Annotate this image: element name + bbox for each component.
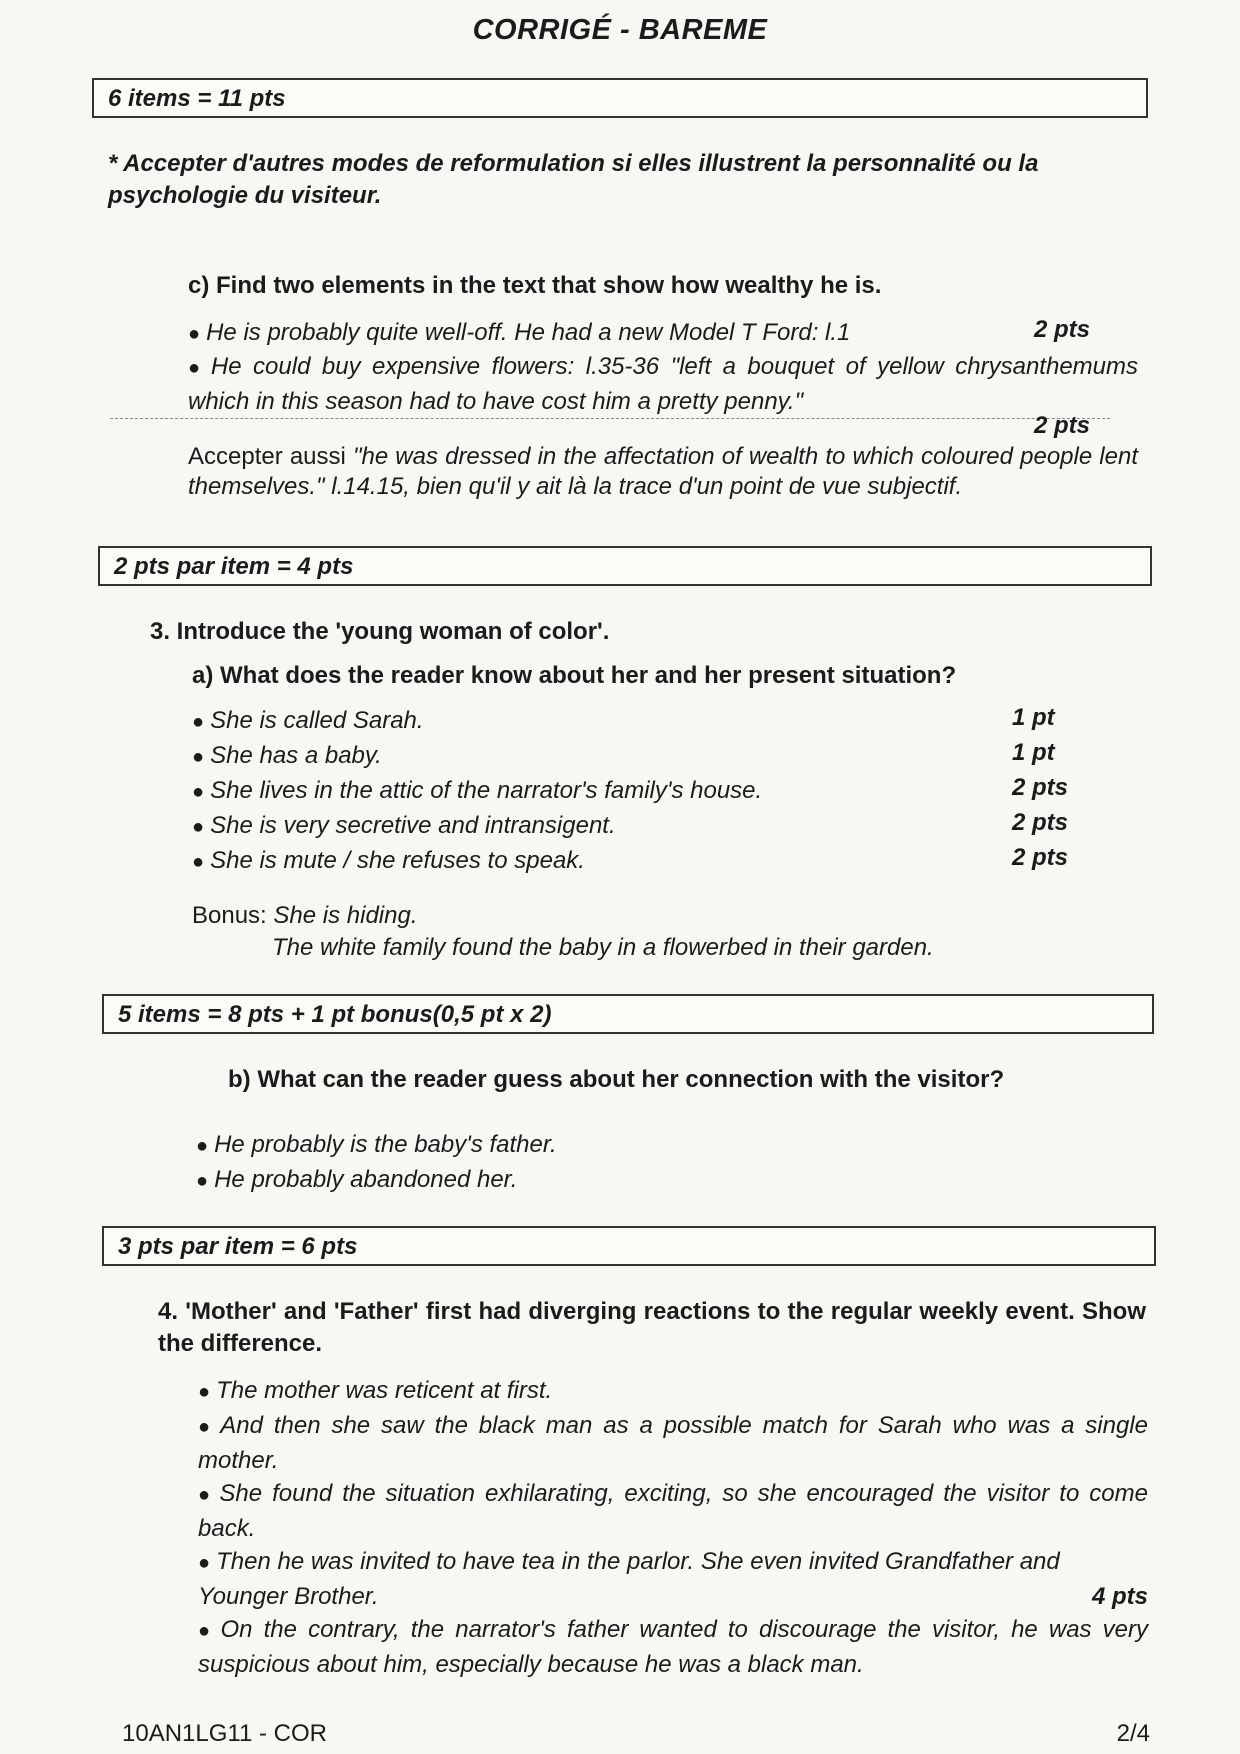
- bullet-icon: ●: [198, 1552, 211, 1574]
- bullet-icon: ●: [196, 1170, 209, 1192]
- points-label: 2 pts: [1012, 774, 1069, 801]
- bullet-icon: ●: [198, 1381, 211, 1403]
- bullet-icon: ●: [192, 711, 205, 733]
- accept-also-paragraph: Accepter aussi "he was dressed in the affectation of wealth to which coloured people lent themselves." l.14.15, bien qu'il y ait là la trace d'un point de vue subjectif.: [188, 443, 1138, 500]
- question-4-list: [198, 1374, 1148, 1681]
- score-box-1: 6 items = 11 pts: [92, 78, 1148, 118]
- question-3b-list: [196, 1128, 1096, 1198]
- page-number: 2/4: [1116, 1720, 1150, 1747]
- reformulation-note: * Accepter d'autres modes de reformulation si elles illustrent la personnalité ou la psychologie du visiteur.: [108, 150, 1039, 209]
- list-item: ● He is probably quite well-off. He had a new Model T Ford: l.1: [188, 319, 851, 346]
- list-item: ● She is called Sarah. 1 pt: [192, 704, 1112, 739]
- question-4-heading: 4. 'Mother' and 'Father' first had diverging reactions to the regular weekly event. Show the difference.: [158, 1298, 1146, 1357]
- points-label: 1 pt: [1012, 739, 1055, 766]
- bullet-icon: ●: [196, 1135, 209, 1157]
- bonus-line: Bonus: She is hiding.: [192, 902, 418, 929]
- list-item: ● Then he was invited to have tea in the parlor. She even invited Grandfather and Younger Brother. 4 pts: [198, 1545, 1148, 1613]
- list-item: ● On the contrary, the narrator's father wanted to discourage the visitor, he was very suspicious about him, especially because he was a black man.: [198, 1616, 1148, 1678]
- list-item: ● She lives in the attic of the narrator's family's house. 2 pts: [192, 774, 1112, 809]
- list-item: ● He probably abandoned her.: [196, 1166, 518, 1193]
- list-item: ● He probably is the baby's father.: [196, 1131, 557, 1158]
- list-item: ● He could buy expensive flowers: l.35-36 "left a bouquet of yellow chrysanthemums which in this season had to have cost him a pretty penny.": [188, 353, 1138, 415]
- points-label: 2 pts: [1033, 412, 1090, 439]
- question-3b: b) What can the reader guess about her connection with the visitor?: [228, 1066, 1005, 1093]
- list-item: ● She is mute / she refuses to speak. 2 pts: [192, 844, 1112, 879]
- points-label: 2 pts: [1033, 316, 1090, 343]
- bullet-icon: ●: [198, 1620, 215, 1642]
- score-box-4: 3 pts par item = 6 pts: [102, 1226, 1156, 1266]
- points-label: 4 pts: [1091, 1583, 1148, 1610]
- bullet-icon: ●: [198, 1416, 215, 1438]
- list-item: ● She is very secretive and intransigent. 2 pts: [192, 809, 1112, 844]
- score-box-2: 2 pts par item = 4 pts: [98, 546, 1152, 586]
- question-c: c) Find two elements in the text that show how wealthy he is.: [188, 272, 882, 299]
- list-item: ● She has a baby. 1 pt: [192, 739, 1112, 774]
- list-item: ● She found the situation exhilarating, exciting, so she encouraged the visitor to come back.: [198, 1480, 1148, 1542]
- question-3a: a) What does the reader know about her and her present situation?: [192, 662, 957, 689]
- score-box-3: 5 items = 8 pts + 1 pt bonus(0,5 pt x 2): [102, 994, 1154, 1034]
- footer-code: 10AN1LG11 - COR: [122, 1720, 327, 1747]
- bullet-icon: ●: [198, 1484, 214, 1506]
- bullet-icon: ●: [188, 323, 201, 345]
- list-item: ● And then she saw the black man as a possible match for Sarah who was a single mother.: [198, 1412, 1148, 1474]
- question-3-heading: 3. Introduce the 'young woman of color'.: [150, 618, 610, 645]
- bullet-icon: ●: [188, 357, 205, 379]
- bullet-icon: ●: [192, 746, 205, 768]
- points-label: 2 pts: [1012, 844, 1069, 871]
- bullet-icon: ●: [192, 816, 205, 838]
- bonus-line-2: The white family found the baby in a flowerbed in their garden.: [272, 934, 934, 961]
- page-title: CORRIGÉ - BAREME: [472, 14, 768, 46]
- question-3a-list: [192, 704, 1112, 879]
- points-label: 2 pts: [1012, 809, 1069, 836]
- bullet-icon: ●: [192, 851, 205, 873]
- points-label: 1 pt: [1012, 704, 1055, 731]
- bullet-icon: ●: [192, 781, 205, 803]
- list-item: ● The mother was reticent at first.: [198, 1377, 553, 1404]
